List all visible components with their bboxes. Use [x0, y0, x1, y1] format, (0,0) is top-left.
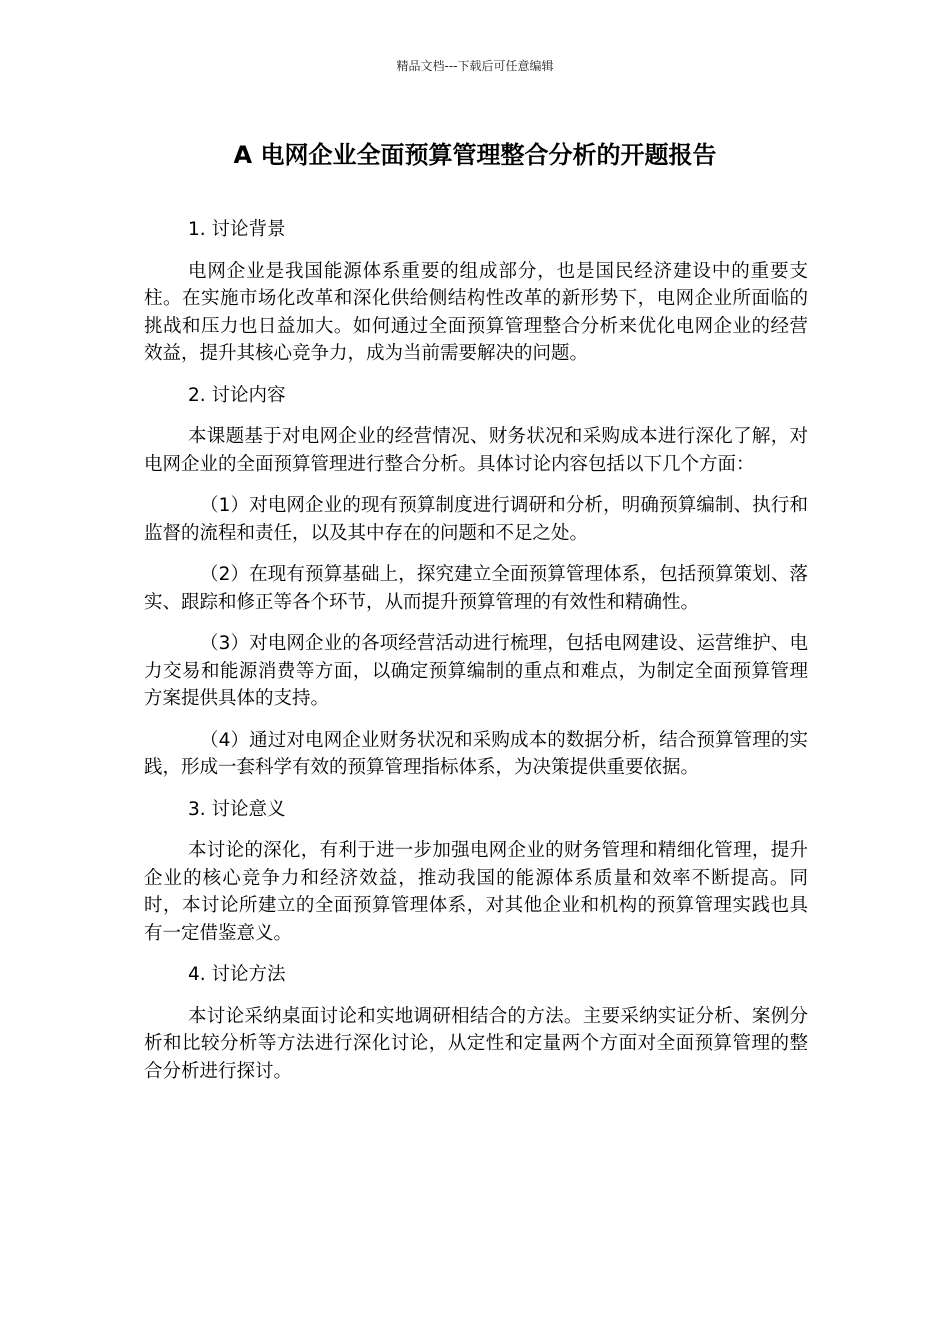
- section-heading: 4. 讨论方法: [188, 964, 286, 985]
- section-content: [144, 382, 808, 782]
- list-item: （4）通过对电网企业财务状况和采购成本的数据分析，结合预算管理的实践，形成一套科学有效的预算管理指标体系，为决策提供重要依据。: [144, 729, 808, 778]
- list-item: （2）在现有预算基础上，探究建立全面预算管理体系，包括预算策划、落实、跟踪和修正等各个环节，从而提升预算管理的有效性和精确性。: [144, 564, 808, 613]
- section-heading: 2. 讨论内容: [188, 384, 286, 406]
- section-background: [144, 216, 808, 368]
- page-header-note: 精品文档---下载后可任意编辑: [396, 59, 554, 73]
- section-heading: 1. 讨论背景: [188, 219, 286, 240]
- section-significance: [144, 796, 808, 948]
- document-body: [144, 216, 808, 1099]
- list-item: （1）对电网企业的现有预算制度进行调研和分析，明确预算编制、执行和监督的流程和责任，以及其中存在的问题和不足之处。: [144, 495, 808, 544]
- section-paragraph: 本讨论的深化，有利于进一步加强电网企业的财务管理和精细化管理，提升企业的核心竞争力和经济效益，推动我国的能源体系质量和效率不断提高。同时，本讨论所建立的全面预算管理体系，对其他企业和机构的预算管理实践也具有一定借鉴意义。: [144, 840, 808, 944]
- section-method: [144, 961, 808, 1085]
- section-paragraph: 电网企业是我国能源体系重要的组成部分，也是国民经济建设中的重要支柱。在实施市场化改革和深化供给侧结构性改革的新形势下，电网企业所面临的挑战和压力也日益加大。如何通过全面预算管理整合分析来优化电网企业的经营效益，提升其核心竞争力，成为当前需要解决的问题。: [144, 260, 808, 364]
- document-title: A 电网企业全面预算管理整合分析的开题报告: [233, 141, 717, 169]
- section-paragraph: 本课题基于对电网企业的经营情况、财务状况和采购成本进行深化了解，对电网企业的全面预算管理进行整合分析。具体讨论内容包括以下几个方面：: [144, 426, 808, 475]
- section-heading: 3. 讨论意义: [188, 798, 286, 820]
- list-item: （3）对电网企业的各项经营活动进行梳理，包括电网建设、运营维护、电力交易和能源消费等方面，以确定预算编制的重点和难点，为制定全面预算管理方案提供具体的支持。: [144, 633, 808, 709]
- section-paragraph: 本讨论采纳桌面讨论和实地调研相结合的方法。主要采纳实证分析、案例分析和比较分析等方法进行深化讨论，从定性和定量两个方面对全面预算管理的整合分析进行探讨。: [144, 1005, 808, 1082]
